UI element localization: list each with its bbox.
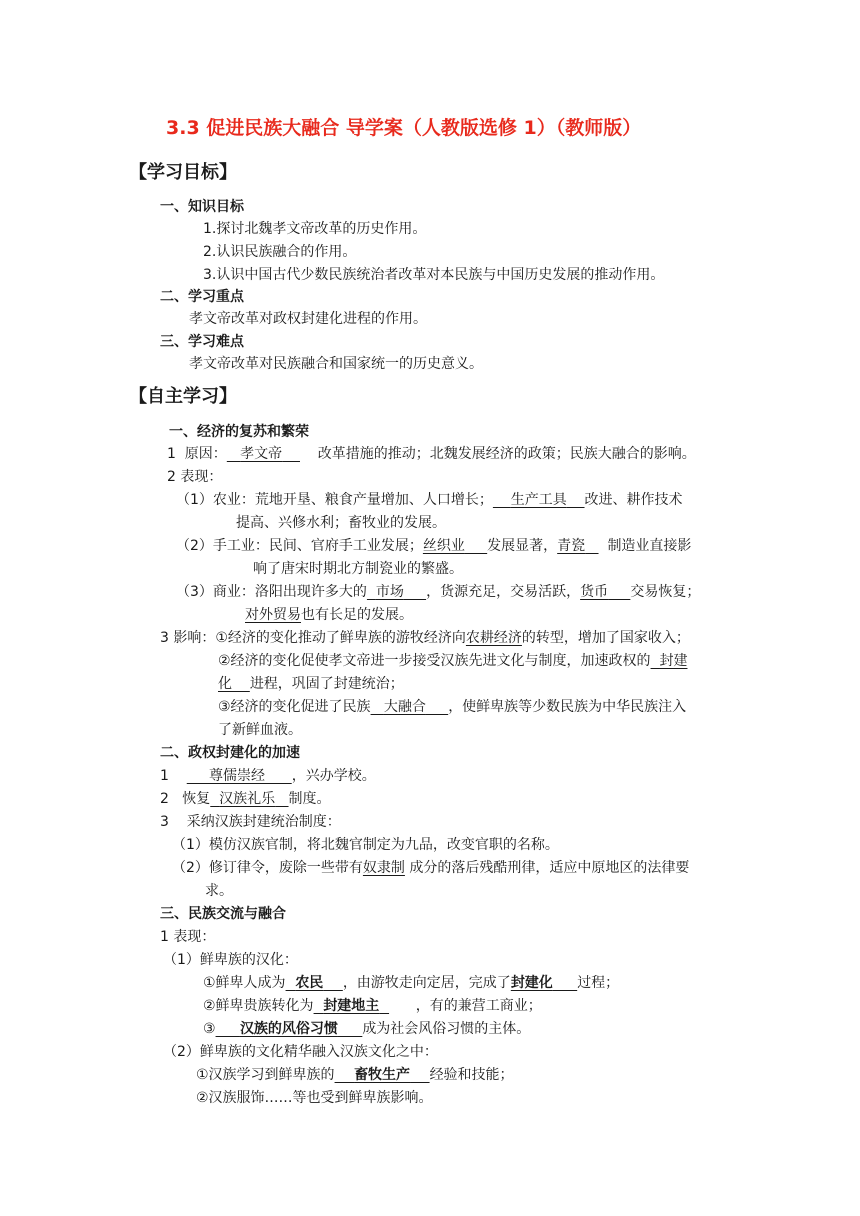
- feudal-line-4: （1）模仿汉族官制，将北魏官制定为九品，改变官职的名称。: [172, 837, 559, 853]
- difficulty-title: 三、学习难点: [160, 334, 244, 350]
- section-fusion-title: 三、民族交流与融合: [160, 906, 286, 922]
- blank-answer: 尊儒崇经: [209, 768, 265, 784]
- commerce-line-2: 对外贸易也有长足的发展。: [245, 607, 413, 623]
- feudal-line-5: （2）修订律令，废除一些带有奴隶制 成分的落后残酷刑律，适应中原地区的法律要: [172, 860, 690, 876]
- effect-line-2b: 化 进程，巩固了封建统治；: [218, 676, 404, 692]
- feudal-line-5b: 求。: [205, 883, 233, 899]
- effect-line-1: 3 影响：①经济的变化推动了鲜卑族的游牧经济向农耕经济的转型，增加了国家收入；: [160, 630, 690, 646]
- handicraft-line: （2）手工业：民间、官府手工业发展；丝织业 发展显著，青瓷 制造业直接影: [176, 538, 692, 554]
- feudal-line-3: 3 采纳汉族封建统治制度：: [160, 814, 341, 830]
- agriculture-line: （1）农业：荒地开垦、粮食产量增加、人口增长； 生产工具 改进、耕作技术: [176, 492, 683, 508]
- handicraft-line-2: 响了唐宋时期北方制瓷业的繁盛。: [253, 561, 463, 577]
- feudal-line-1: 1 尊儒崇经 ，兴办学校。: [160, 768, 376, 784]
- blank-answer: 生产工具: [510, 492, 567, 508]
- blank-answer: 封建地主: [323, 998, 380, 1014]
- blank-answer: 丝织业: [422, 538, 465, 554]
- page-title: 3.3 促进民族大融合 导学案（人教版选修 1）（教师版）: [166, 117, 642, 139]
- effect-line-3: ③经济的变化促进了民族 大融合 ，使鲜卑族等少数民族为中华民族注入: [218, 699, 687, 715]
- blank-answer: 畜牧生产: [354, 1067, 411, 1083]
- self-study-heading: 【自主学习】: [129, 386, 237, 407]
- blank-answer: 汉族的风俗习惯: [239, 1021, 338, 1037]
- goal-item-1: 1.探讨北魏孝文帝改革的历史作用。: [203, 221, 427, 237]
- agriculture-line-2: 提高、兴修水利；畜牧业的发展。: [236, 515, 446, 531]
- key-point-text: 孝文帝改革对政权封建化进程的作用。: [189, 311, 427, 327]
- goal-item-2: 2.认识民族融合的作用。: [203, 244, 357, 260]
- blank-answer: 对外贸易: [245, 607, 301, 623]
- fusion-p2: （2）鲜卑族的文化精华融入汉族文化之中：: [163, 1044, 438, 1060]
- blank-answer: 汉族礼乐: [219, 791, 276, 807]
- blank-answer: 农耕经济: [465, 630, 522, 646]
- blank-answer: 奴隶制: [362, 860, 405, 876]
- fusion-p1c: ③ 汉族的风俗习惯 成为社会风俗习惯的主体。: [203, 1021, 531, 1037]
- feudal-line-2: 2 恢复 汉族礼乐 制度。: [160, 791, 331, 807]
- blank-answer: 货币: [580, 584, 609, 600]
- blank-answer: 封建化: [510, 975, 553, 991]
- section-economy-title: 一、经济的复苏和繁荣: [169, 424, 309, 440]
- blank-answer: 大融合: [383, 699, 426, 715]
- effect-line-2: ②经济的变化促使孝文帝进一步接受汉族先进文化与制度，加速政权的 封建: [218, 653, 688, 669]
- commerce-line: （3）商业：洛阳出现许多大的 市场 ，货源充足，交易活跃，货币 交易恢复；: [176, 584, 701, 600]
- difficulty-text: 孝文帝改革对民族融合和国家统一的历史意义。: [189, 356, 483, 372]
- blank-answer: 青瓷: [557, 538, 586, 554]
- blank-answer: 农民: [295, 975, 324, 991]
- effect-line-3b: 了新鲜血液。: [218, 722, 302, 738]
- fusion-p1: （1）鲜卑族的汉化：: [163, 952, 298, 968]
- key-point-title: 二、学习重点: [160, 289, 244, 305]
- blank-answer: 封建: [659, 653, 688, 669]
- cause-line: 1 原因： 孝文帝 改革措施的推动；北魏发展经济的政策；民族大融合的影响。: [167, 446, 696, 462]
- objectives-heading: 【学习目标】: [129, 162, 237, 183]
- performance-label: 2 表现：: [167, 469, 223, 485]
- goal-item-3: 3.认识中国古代少数民族统治者改革对本民族与中国历史发展的推动作用。: [203, 267, 665, 283]
- section-feudalization-title: 二、政权封建化的加速: [160, 745, 300, 761]
- blank-answer: 化: [218, 676, 232, 692]
- fusion-p1b: ②鲜卑贵族转化为 封建地主 ，有的兼营工商业；: [203, 998, 542, 1014]
- fusion-p2a: ①汉族学习到鲜卑族的 畜牧生产 经验和技能；: [196, 1067, 514, 1083]
- fusion-p1a: ①鲜卑人成为 农民 ，由游牧走向定居，完成了封建化 过程；: [203, 975, 620, 991]
- blank-answer: 市场: [375, 584, 404, 600]
- blank-answer: 孝文帝: [240, 446, 283, 462]
- knowledge-goal-title: 一、知识目标: [160, 199, 244, 215]
- fusion-performance-label: 1 表现：: [160, 929, 216, 945]
- fusion-p2b: ②汉族服饰……等也受到鲜卑族影响。: [196, 1090, 433, 1106]
